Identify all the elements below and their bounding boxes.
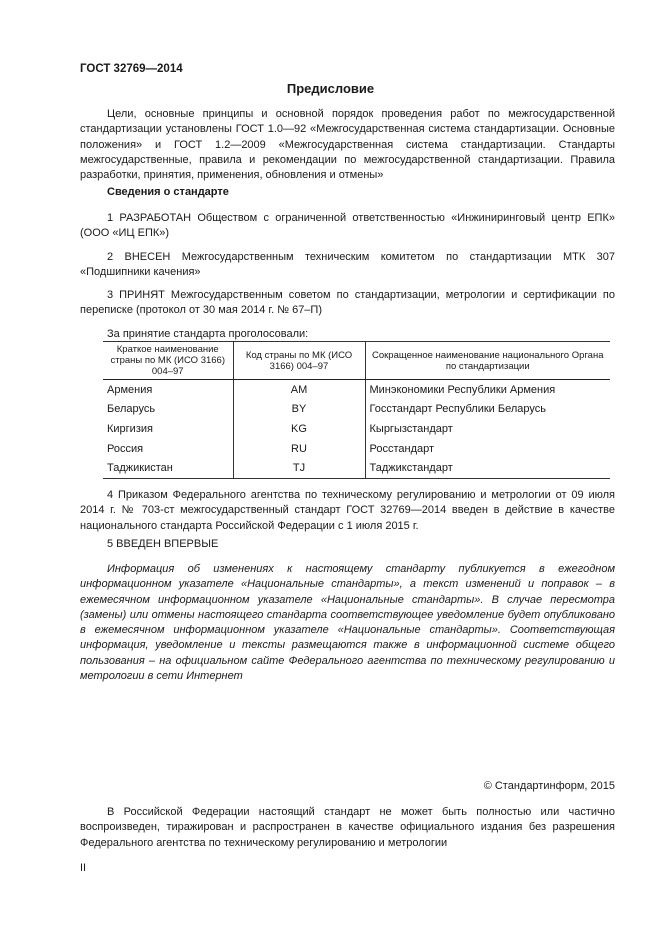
countries-table <box>103 341 610 479</box>
page-number: II <box>80 862 87 874</box>
standards-body: Росстандарт <box>365 439 610 459</box>
item-first-introduced: 5 ВВЕДЕН ВПЕРВЫЕ <box>107 538 219 550</box>
country-code: BY <box>233 400 365 420</box>
item-order: 4 Приказом Федерального агентства по техническому регулированию и метрологии от 09 июля 2014 г. № 703-ст межгосударственный стандарт ГОСТ 32769—2014 введен в действие в качестве национального стандарта Российской Федерации с 1 июля 2015 г. <box>80 489 615 532</box>
table-row <box>103 400 610 420</box>
item-introduced: 2 ВНЕСЕН Межгосударственным техническим комитетом по стандартизации МТК 307 «Подшипники качения» <box>80 251 615 279</box>
country-code: TJ <box>233 458 365 478</box>
item-developed: 1 РАЗРАБОТАН Обществом с ограниченной ответственностью «Инжиниринговый центр ЕПК» (ООО «ИЦ ЕПК») <box>80 212 615 240</box>
intro-paragraph: Цели, основные принципы и основной порядок проведения работ по межгосударственной стандартизации установлены ГОСТ 1.0—92 «Межгосударственная система стандартизации. Основные положения» и ГОСТ 1.2—2009 «Межгосударственная система стандартизации. Стандарты межгосударственные, правила и рекомендации по межгосударственной стандартизации. Правила разработки, принятия, применения, обновления и отмены» <box>80 108 615 182</box>
country-code: AM <box>233 380 365 400</box>
table-header-row <box>103 342 610 380</box>
table-row <box>103 380 610 400</box>
table-row <box>103 458 610 478</box>
standards-body: Таджикстандарт <box>365 458 610 478</box>
info-note: Информация об изменениях к настоящему стандарту публикуется в ежегодном информационном указателе «Национальные стандарты», а текст изменений и поправок – в ежемесячном информационном указателе «Национальные стандарты». В случае пересмотра (замены) или отмены настоящего стандарта соответствующее уведомление будет опубликовано в ежемесячном информационном указателе «Национальные стандарты». Соответствующая информация, уведомление и тексты размещаются также в информационной системе общего пользования – на официальном сайте Федерального агентства по техническому регулированию и метрологии в сети Интернет <box>80 563 615 683</box>
country-code: RU <box>233 439 365 459</box>
country-name: Россия <box>103 439 233 459</box>
item-adopted: 3 ПРИНЯТ Межгосударственным советом по стандартизации, метрологии и сертификации по переписке (протокол от 30 мая 2014 г. № 67–П) <box>80 289 615 317</box>
standards-body: Кыргызстандарт <box>365 419 610 439</box>
column-header-code: Код страны по МК (ИСО 3166) 004–97 <box>233 342 365 380</box>
copyright: © Стандартинформ, 2015 <box>483 780 615 792</box>
column-header-body: Сокращенное наименование национального Органа по стандартизации <box>365 342 610 380</box>
country-name: Таджикистан <box>103 458 233 478</box>
standards-body: Минэкономики Республики Армения <box>365 380 610 400</box>
country-name: Беларусь <box>103 400 233 420</box>
page-title: Предисловие <box>286 81 375 96</box>
country-name: Армения <box>103 380 233 400</box>
country-code: KG <box>233 419 365 439</box>
document-header: ГОСТ 32769—2014 <box>80 63 183 75</box>
section-heading: Сведения о стандарте <box>107 186 229 198</box>
vote-caption: За принятие стандарта проголосовали: <box>107 328 309 340</box>
country-name: Киргизия <box>103 419 233 439</box>
table-row <box>103 419 610 439</box>
reproduction-notice: В Российской Федерации настоящий стандарт не может быть полностью или частично воспроизведен, тиражирован и распространен в качестве официального издания без разрешения Федерального агентства по техническому регулированию и метрологии <box>80 806 615 849</box>
column-header-country: Краткое наименование страны по МК (ИСО 3166) 004–97 <box>103 342 233 380</box>
table-row <box>103 439 610 459</box>
standards-body: Госстандарт Республики Беларусь <box>365 400 610 420</box>
